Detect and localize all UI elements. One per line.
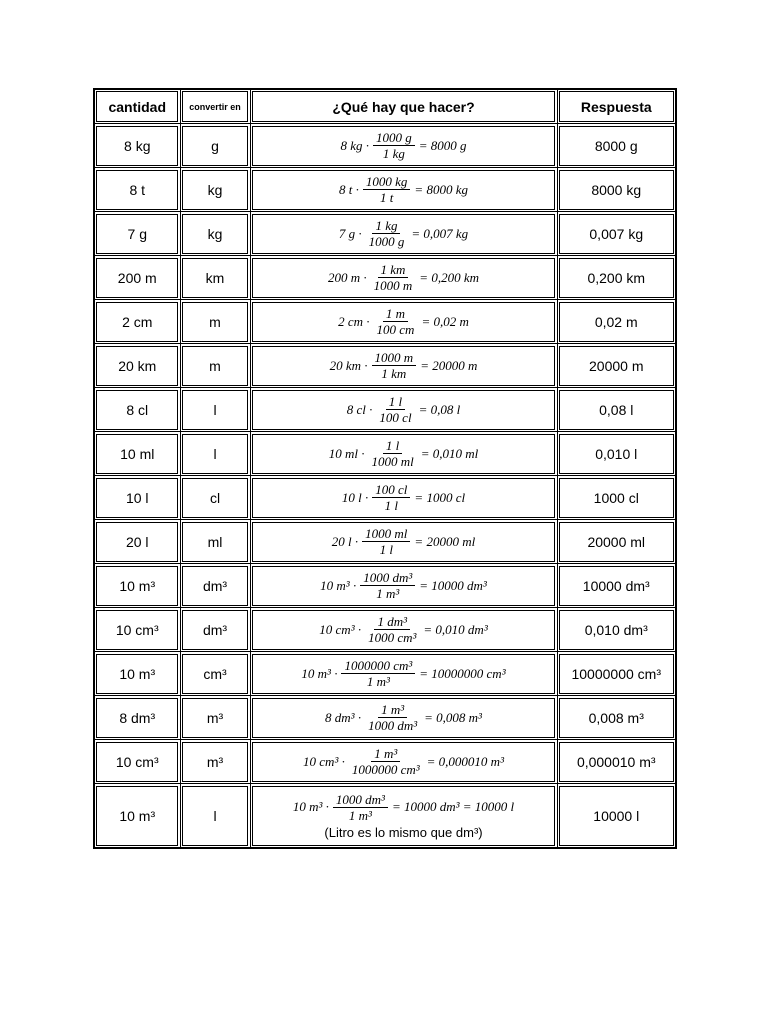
formula-rhs: = 0,02 m <box>421 313 469 329</box>
cell-cantidad: 200 m <box>94 256 180 300</box>
factor-numerator: 1 l <box>386 394 405 410</box>
cell-convertir-en: m <box>180 300 250 344</box>
formula-lhs: 8 t · <box>339 181 359 197</box>
conversion-formula <box>320 570 487 601</box>
conversion-formula <box>340 130 466 161</box>
table-row <box>94 520 676 564</box>
cell-procedimiento <box>250 256 557 300</box>
formula-rhs: = 0,010 ml <box>420 445 479 461</box>
cell-procedimiento <box>250 784 557 849</box>
formula-lhs: 8 cl · <box>346 401 373 417</box>
table-row <box>94 212 676 256</box>
cell-cantidad: 8 kg <box>94 124 180 168</box>
factor-denominator: 1000 ml <box>371 454 414 469</box>
cell-respuesta: 0,200 km <box>557 256 676 300</box>
cell-procedimiento <box>250 652 557 696</box>
conversion-factor <box>363 174 411 205</box>
formula-lhs: 8 kg · <box>340 137 369 153</box>
conversion-formula <box>319 614 487 645</box>
cell-cantidad: 8 t <box>94 168 180 212</box>
formula-rhs: = 10000000 cm³ <box>419 665 506 681</box>
cell-respuesta: 10000 dm³ <box>557 564 676 608</box>
table-row <box>94 740 676 784</box>
formula-lhs: 10 m³ · <box>320 577 357 593</box>
table-row <box>94 784 676 849</box>
table-row <box>94 432 676 476</box>
cell-convertir-en: l <box>180 388 250 432</box>
factor-denominator: 1000 g <box>368 234 405 249</box>
cell-convertir-en: m³ <box>180 740 250 784</box>
header-cantidad: cantidad <box>94 89 180 124</box>
cell-respuesta: 0,007 kg <box>557 212 676 256</box>
formula-rhs: = 20000 ml <box>414 533 476 549</box>
cell-convertir-en: km <box>180 256 250 300</box>
header-respuesta: Respuesta <box>557 89 676 124</box>
conversion-factor <box>372 350 417 381</box>
formula-lhs: 200 m · <box>328 269 367 285</box>
formula-container <box>251 702 557 733</box>
formula-rhs: = 20000 m <box>420 357 478 373</box>
formula-container <box>251 746 557 777</box>
factor-numerator: 1 m³ <box>371 746 400 762</box>
table-row <box>94 300 676 344</box>
conversion-factor <box>349 746 423 777</box>
factor-numerator: 1000 dm³ <box>333 792 388 808</box>
formula-rhs: = 0,08 l <box>418 401 461 417</box>
formula-note: (Litro es lo mismo que dm³) <box>324 824 483 840</box>
cell-cantidad: 2 cm <box>94 300 180 344</box>
factor-denominator: 1 l <box>379 542 393 557</box>
cell-procedimiento <box>250 344 557 388</box>
conversion-factor <box>365 614 419 645</box>
factor-numerator: 1000 g <box>373 130 415 146</box>
formula-container <box>251 350 557 381</box>
conversion-formula <box>329 438 479 469</box>
cell-cantidad: 7 g <box>94 212 180 256</box>
factor-numerator: 1 m³ <box>378 702 407 718</box>
cell-convertir-en: cm³ <box>180 652 250 696</box>
formula-container <box>251 570 557 601</box>
cell-convertir-en: m <box>180 344 250 388</box>
cell-cantidad: 20 km <box>94 344 180 388</box>
cell-procedimiento <box>250 520 557 564</box>
formula-container <box>251 394 557 425</box>
cell-convertir-en: l <box>180 784 250 849</box>
cell-respuesta: 1000 cl <box>557 476 676 520</box>
conversion-factor <box>360 570 415 601</box>
factor-denominator: 1 km <box>381 366 407 381</box>
header-convertir-en: convertir en <box>180 89 250 124</box>
formula-rhs: = 0,010 dm³ <box>423 621 488 637</box>
cell-procedimiento <box>250 608 557 652</box>
conversion-factor <box>371 262 416 293</box>
factor-numerator: 1000000 cm³ <box>341 658 415 674</box>
conversion-factor <box>368 438 416 469</box>
factor-denominator: 1 l <box>384 498 399 513</box>
formula-container <box>251 438 557 469</box>
formula-lhs: 20 l · <box>331 533 359 549</box>
formula-container <box>251 526 557 557</box>
conversion-formula <box>328 262 479 293</box>
formula-rhs: = 0,007 kg <box>411 225 469 241</box>
factor-numerator: 1 l <box>383 438 402 454</box>
factor-denominator: 1000 cm³ <box>368 630 417 645</box>
factor-denominator: 100 cm <box>376 322 415 337</box>
formula-lhs: 10 ml · <box>328 445 365 461</box>
cell-respuesta: 0,010 l <box>557 432 676 476</box>
cell-respuesta: 10000000 cm³ <box>557 652 676 696</box>
factor-numerator: 1000 kg <box>363 174 411 190</box>
cell-respuesta: 10000 l <box>557 784 676 849</box>
conversion-formula <box>347 394 460 425</box>
factor-numerator: 1 m <box>383 306 408 322</box>
cell-procedimiento <box>250 300 557 344</box>
conversion-formula <box>332 526 475 557</box>
formula-lhs: 10 cm³ · <box>319 621 362 637</box>
cell-respuesta: 20000 m <box>557 344 676 388</box>
formula-lhs: 10 m³ · <box>301 665 338 681</box>
cell-cantidad: 10 cm³ <box>94 608 180 652</box>
table-row <box>94 608 676 652</box>
cell-cantidad: 10 l <box>94 476 180 520</box>
cell-procedimiento <box>250 432 557 476</box>
cell-convertir-en: cl <box>180 476 250 520</box>
conversion-formula <box>303 746 504 777</box>
conversion-factor <box>374 306 418 337</box>
conversion-factor <box>376 394 414 425</box>
cell-cantidad: 10 m³ <box>94 652 180 696</box>
cell-cantidad: 8 cl <box>94 388 180 432</box>
table-row <box>94 564 676 608</box>
cell-procedimiento <box>250 168 557 212</box>
conversion-table <box>93 88 677 849</box>
formula-lhs: 8 dm³ · <box>325 709 362 725</box>
conversion-formula <box>339 174 468 205</box>
formula-rhs: = 8000 kg <box>414 181 468 197</box>
cell-convertir-en: g <box>180 124 250 168</box>
cell-cantidad: 20 l <box>94 520 180 564</box>
formula-container <box>251 218 557 249</box>
header-row <box>94 89 676 124</box>
factor-denominator: 1 m³ <box>366 674 390 689</box>
cell-convertir-en: kg <box>180 168 250 212</box>
formula-container <box>251 130 557 161</box>
cell-convertir-en: m³ <box>180 696 250 740</box>
factor-numerator: 100 cl <box>372 482 410 498</box>
cell-procedimiento <box>250 388 557 432</box>
conversion-formula <box>330 350 478 381</box>
formula-lhs: 10 m³ · <box>292 799 329 814</box>
conversion-factor <box>362 526 410 557</box>
factor-denominator: 100 cl <box>379 410 412 425</box>
formula-rhs: = 10000 dm³ = 10000 l <box>391 799 515 814</box>
cell-convertir-en: dm³ <box>180 608 250 652</box>
factor-denominator: 1 t <box>379 190 394 205</box>
formula-lhs: 10 cm³ · <box>303 753 345 769</box>
table-row <box>94 256 676 300</box>
cell-procedimiento <box>250 124 557 168</box>
factor-denominator: 1000 dm³ <box>368 718 418 733</box>
cell-convertir-en: ml <box>180 520 250 564</box>
factor-denominator: 1000000 cm³ <box>351 762 420 777</box>
conversion-formula <box>301 658 505 689</box>
formula-container <box>251 306 557 337</box>
formula-rhs: = 10000 dm³ <box>419 577 487 593</box>
formula-lhs: 10 l · <box>341 489 369 505</box>
factor-numerator: 1 kg <box>372 218 400 234</box>
table-row <box>94 124 676 168</box>
table-row <box>94 476 676 520</box>
factor-numerator: 1 km <box>378 262 409 278</box>
formula-rhs: = 0,200 km <box>419 269 479 285</box>
cell-cantidad: 10 ml <box>94 432 180 476</box>
conversion-formula <box>293 792 514 823</box>
factor-denominator: 1 m³ <box>348 807 372 823</box>
formula-container <box>251 262 557 293</box>
cell-procedimiento <box>250 696 557 740</box>
factor-numerator: 1000 dm³ <box>360 570 415 586</box>
cell-respuesta: 0,010 dm³ <box>557 608 676 652</box>
cell-respuesta: 8000 g <box>557 124 676 168</box>
cell-cantidad: 8 dm³ <box>94 696 180 740</box>
formula-container <box>251 658 557 689</box>
cell-respuesta: 0,000010 m³ <box>557 740 676 784</box>
formula-container <box>251 792 557 840</box>
cell-cantidad: 10 cm³ <box>94 740 180 784</box>
cell-procedimiento <box>250 564 557 608</box>
table-body <box>94 124 676 849</box>
cell-respuesta: 8000 kg <box>557 168 676 212</box>
factor-numerator: 1000 ml <box>362 526 410 542</box>
formula-rhs: = 1000 cl <box>414 489 466 505</box>
cell-respuesta: 20000 ml <box>557 520 676 564</box>
formula-container <box>251 174 557 205</box>
factor-denominator: 1 m³ <box>376 586 400 601</box>
table-row <box>94 168 676 212</box>
table-row <box>94 652 676 696</box>
conversion-factor <box>373 130 415 161</box>
table-row <box>94 344 676 388</box>
conversion-factor <box>341 658 415 689</box>
cell-cantidad: 10 m³ <box>94 564 180 608</box>
cell-respuesta: 0,02 m <box>557 300 676 344</box>
table-row <box>94 388 676 432</box>
factor-denominator: 1 kg <box>382 146 405 161</box>
cell-procedimiento <box>250 212 557 256</box>
conversion-factor <box>365 702 420 733</box>
formula-lhs: 20 km · <box>329 357 368 373</box>
conversion-factor <box>366 218 408 249</box>
formula-lhs: 2 cm · <box>338 313 370 329</box>
formula-rhs: = 0,000010 m³ <box>426 753 504 769</box>
cell-procedimiento <box>250 476 557 520</box>
header-que-hay-que-hacer: ¿Qué hay que hacer? <box>250 89 557 124</box>
cell-respuesta: 0,08 l <box>557 388 676 432</box>
conversion-formula <box>325 702 482 733</box>
formula-container <box>251 482 557 513</box>
conversion-factor <box>333 792 388 823</box>
conversion-factor <box>372 482 410 513</box>
factor-numerator: 1 dm³ <box>374 614 410 630</box>
conversion-formula <box>342 482 465 513</box>
cell-cantidad: 10 m³ <box>94 784 180 849</box>
cell-convertir-en: kg <box>180 212 250 256</box>
cell-convertir-en: l <box>180 432 250 476</box>
formula-lhs: 7 g · <box>338 225 362 241</box>
cell-respuesta: 0,008 m³ <box>557 696 676 740</box>
formula-container <box>251 614 557 645</box>
formula-rhs: = 8000 g <box>418 137 467 153</box>
conversion-formula <box>338 306 469 337</box>
formula-rhs: = 0,008 m³ <box>424 709 482 725</box>
table-row <box>94 696 676 740</box>
factor-denominator: 1000 m <box>373 278 413 293</box>
cell-procedimiento <box>250 740 557 784</box>
factor-numerator: 1000 m <box>372 350 417 366</box>
conversion-formula <box>339 218 468 249</box>
cell-convertir-en: dm³ <box>180 564 250 608</box>
